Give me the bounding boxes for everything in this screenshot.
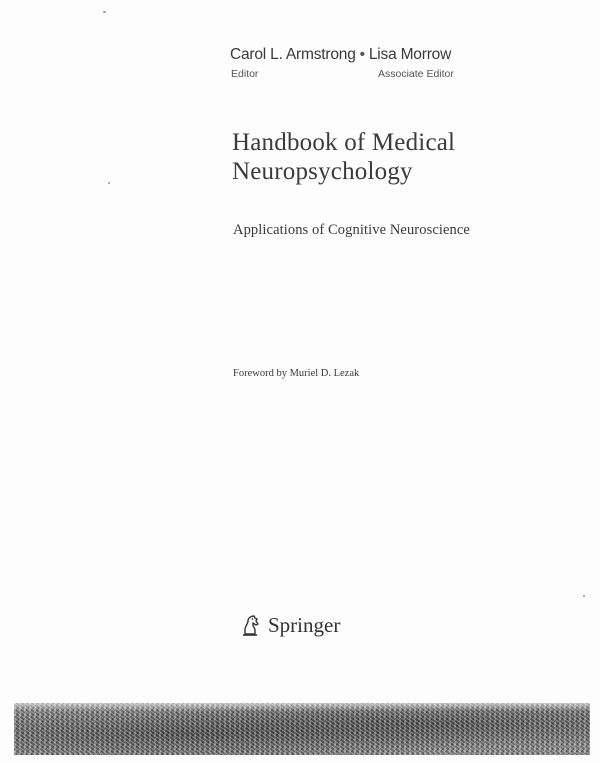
book-title xyxy=(232,128,552,186)
book-title-line-1: Handbook of Medical xyxy=(232,129,456,156)
scan-speck xyxy=(103,11,106,13)
foreword-credit: Foreword by Muriel D. Lezak xyxy=(233,368,360,379)
associate-editor-role: Associate Editor xyxy=(378,68,454,80)
editor-role: Editor xyxy=(231,68,259,80)
book-subtitle: Applications of Cognitive Neuroscience xyxy=(233,222,470,238)
scan-speck xyxy=(108,182,110,184)
publisher-imprint xyxy=(240,610,340,640)
springer-knight-icon xyxy=(240,613,262,637)
scan-speck xyxy=(583,595,585,597)
author-line xyxy=(230,46,490,64)
editor-name: Carol L. Armstrong xyxy=(230,46,356,63)
book-title-line-2: Neuropsychology xyxy=(232,158,413,185)
scan-noise-strip xyxy=(14,703,590,755)
associate-editor-name: Lisa Morrow xyxy=(368,46,452,63)
publisher-name: Springer xyxy=(268,612,341,637)
author-separator: • xyxy=(359,46,365,63)
author-roles xyxy=(231,68,481,80)
